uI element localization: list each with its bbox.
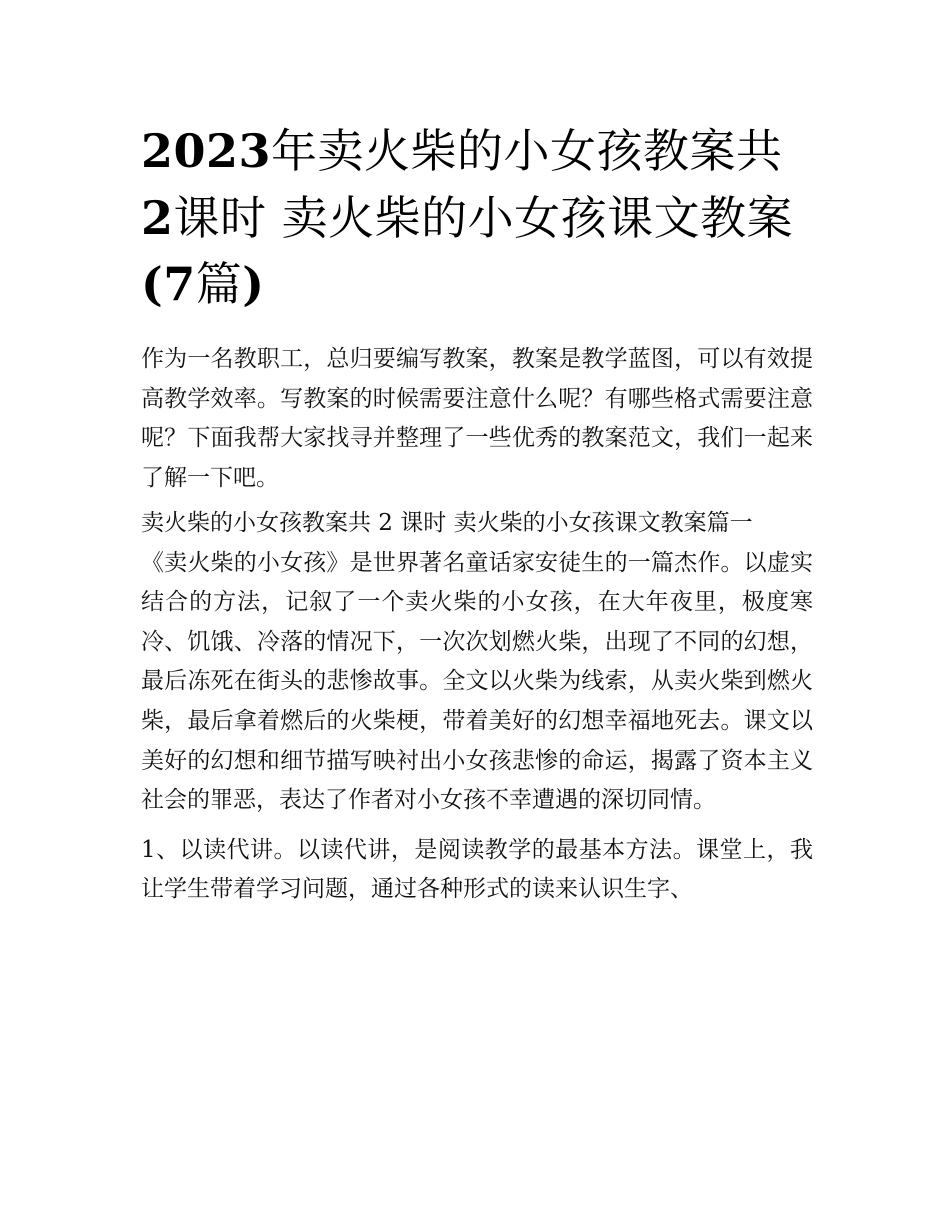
title-year: 2023 [141,124,272,178]
section-heading: 卖火柴的小女孩教案共 2 课时 卖火柴的小女孩课文教案篇一 [141,510,753,537]
title-text-a: 年卖火柴的小女孩教案共 [271,124,783,178]
intro-paragraph: 作为一名教职工，总归要编写教案，教案是教学蓝图，可以有效提高教学效率。写教案的时候需要注意什么呢？有哪些格式需要注意呢？下面我帮大家找寻并整理了一些优秀的教案范文，我们一起来了解一下吧。 [141,346,813,491]
title-text-b: 课时 卖火柴的小女孩课文教案 [173,190,794,245]
title-text-c: 篇 [195,257,243,312]
title-piece-count: (7 [141,257,196,312]
list-item-1: 1、以读代讲。以读代讲，是阅读教学的最基本方法。课堂上，我让学生带着学习问题，通过各种形式的读来认识生字、 [141,836,813,903]
body-paragraph: 《卖火柴的小女孩》是世界著名童话家安徒生的一篇杰作。以虚实结合的方法，记叙了一个卖火柴的小女孩，在大年夜里，极度寒冷、饥饿、冷落的情况下，一次次划燃火柴，出现了不同的幻想，最后冻死在街头的悲惨故事。全文以火柴为线索，从卖火柴到燃火柴，最后拿着燃后的火柴梗，带着美好的幻想幸福地死去。课文以美好的幻想和细节描写映衬出小女孩悲惨的命运，揭露了资本主义社会的罪恶，表达了作者对小女孩不幸遭遇的深切同情。 [141,549,813,814]
document-content [141,118,813,910]
title-lesson-count: 2 [141,190,174,245]
page-title [141,118,813,318]
title-close-paren: ) [242,257,265,312]
